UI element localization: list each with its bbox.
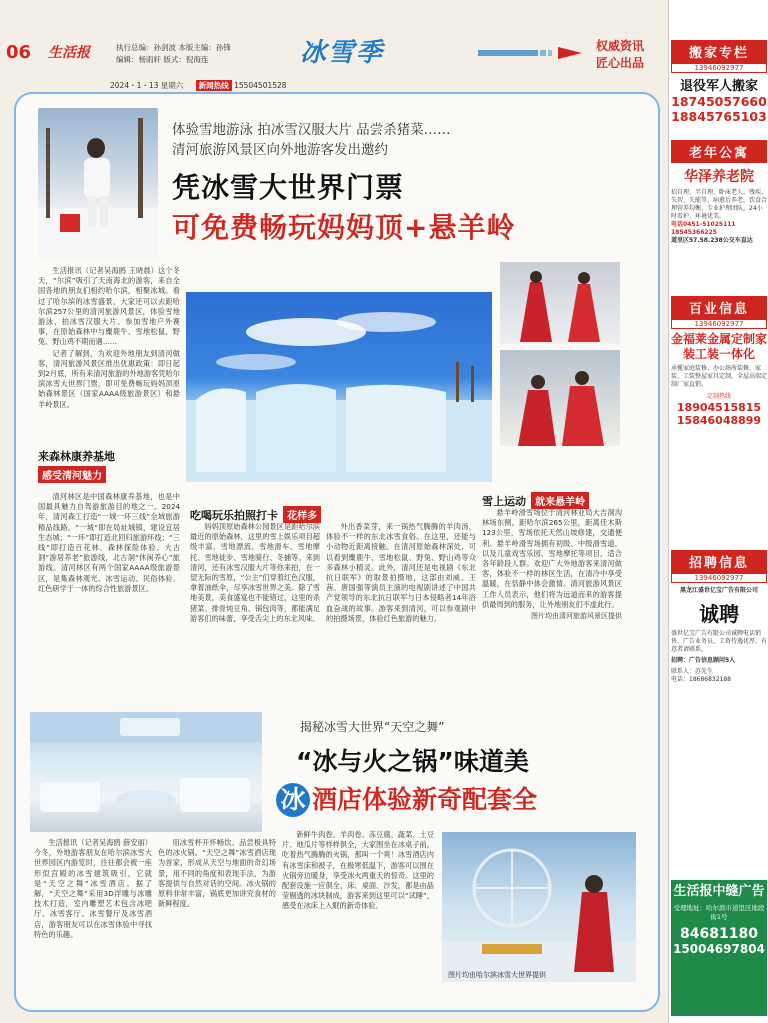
section1-body — [38, 492, 180, 595]
editors-credit — [116, 42, 231, 66]
ice-hotel-illustration — [30, 712, 262, 832]
paper-name: 生活报 — [48, 45, 90, 61]
slogan-line-2: 匠心出品 — [596, 56, 645, 70]
ad-recruit-desc: 盛世亿宝广告有限公司诚聘电话销售、广告业务员，工资待遇优厚，有意者请联系。 — [671, 630, 768, 653]
ad-general — [671, 296, 767, 427]
ad-moving-phone: 13946092977 — [671, 63, 767, 73]
ad-elderly-address: 道里区57.58.238公交车直达 — [671, 237, 753, 244]
section2-title — [190, 504, 370, 523]
ad-moving-title: 退役军人搬家 — [679, 79, 758, 94]
ad-general-hotline-label: 定制热线 — [706, 393, 731, 400]
article2-paragraph-2: 用冰雪杯开怀畅饮、品尝极具特色的冰火锅。“天空之舞”冰雪酒店现为首家，形成从天空与地面的奇幻场景，用不同的角度和表现手法，为游客提供与自然对话的空间。冰火锅的原料非常丰富，锅底更加讲究食材的新鲜程度。 — [158, 838, 276, 909]
hotline-label: 新闻热线 — [196, 80, 232, 91]
article2-paragraph-3: 新鲜牛肉卷、羊肉卷、冻豆腐、蔬菜、土豆片、地瓜片等样样俱全，大家围坐在冰桌子前，吃着热气腾腾的火锅，那叫一个爽！冰雪酒店内有冰雪床和被子，在极寒低温下，游客可以围在火锅旁边暖身，享受冰火两重天的惊奇。这里的配套设施一应俱全，床、桌面、沙发，都是由晶莹剔透的冰块制成，游客来到这里可以“试睡”，感受在冰床上入眠的新奇体验。 — [282, 830, 434, 911]
ad-general-desc: 承揽家庭装修、办公场所装修、家装、工装整屋家具定制，全屋高端定制厂家直销。 — [671, 365, 768, 388]
article2-headline-1: “冰与火之锅”味道美 — [296, 747, 529, 776]
section3-body — [482, 508, 622, 621]
article1-headline-2: 可免费畅玩妈妈顶+悬羊岭 — [172, 211, 516, 244]
ad-recruit-company: 黑龙江盛世亿宝广告有限公司 — [679, 587, 758, 594]
section3-paragraph: 悬羊岭滑雪场位于清河林业局大吉洞沟林场东侧，距哈尔滨265公里，距离佳木斯123公里，雪场依托天然山坡修建，交通便利。悬羊岭滑雪场拥有初级、中级滑雪道，以及儿童戏雪乐园、雪地摩托等项目，适合各年龄段人群。欢迎广大外地游客来清河做客，体验不一样的林区生活，在清冷中享受温暖，在恬静中体会激情。清河旅游风景区工作人员表示，他们将为远道而来的游客提供最周到的服务，让外地朋友们不虚此行。 — [482, 508, 622, 609]
ad-moving — [671, 40, 767, 124]
slogan-line-1: 权威资讯 — [596, 39, 645, 53]
article1-deck — [172, 120, 451, 160]
article2-deck: 揭秘冰雪大世界“天空之舞” — [300, 720, 445, 734]
ad-self-title: 生活报中缝广告 — [673, 884, 765, 899]
column-title: 冰雪季 — [300, 38, 385, 68]
ad-general-title: 金福莱金属定制家装工装一体化 — [671, 332, 768, 361]
section2-title-black: 吃喝玩乐拍照打卡 — [190, 509, 278, 522]
section3-title-red: 就来悬羊岭 — [531, 492, 589, 509]
article1-headline-1: 凭冰雪大世界门票 — [172, 171, 405, 204]
ad-moving-tag: 搬家专栏 — [671, 40, 767, 63]
ad-elderly-name: 华泽养老院 — [684, 169, 754, 185]
section2-body-a — [190, 522, 320, 625]
ad-recruit-contact-name: 联系人：苏先生 — [671, 668, 714, 675]
article2-col1 — [34, 838, 152, 941]
arrow-decoration-icon — [478, 45, 588, 61]
article2-headline-2 — [276, 780, 537, 817]
article1-photo-credit: 图片均由清河旅游风景区提供 — [531, 612, 622, 621]
editors-line-1: 执行总编：孙剑波 本版主编：孙锋 — [116, 43, 231, 52]
photo-snow-swimmer — [38, 108, 158, 260]
article2-col3 — [282, 830, 434, 913]
ad-self-desc: 受理地址：哈尔滨市道里区地段街1号 — [673, 904, 765, 921]
article2-photo-credit: 图片均由哈尔滨冰雪大世界提供 — [448, 971, 546, 979]
ad-general-tag: 百业信息 — [671, 296, 767, 319]
issue-date: 2024・1・13 星期六 — [110, 81, 184, 90]
ad-elderly-tag: 老年公寓 — [671, 140, 767, 163]
ad-elderly-contact: 电话0451-51025111 18545366225 — [671, 221, 736, 236]
section2-paragraph-a: 妈妈顶原始森林公园景区是距哈尔滨最近的原始森林，这里的雪上娱乐项目超级丰富，雪地漂流、雪地滑车、雪地摩托、雪地徒步、雪地骑行、冬捕等。来到清河，还有冰雪汉服大片等你来拍，在一望无际的雪原，“公主”们穿着红色汉服，拿着油纸伞，尽享冰雪世界之美。除了雪地美景，美食盛宴也不能错过，这里的杀猪菜、排骨炖豆角、锅包肉等，都能满足游客们的味蕾，享受舌尖上的东北风味。 — [190, 522, 320, 623]
hotline-number: 15504501528 — [234, 81, 287, 90]
section1-title-red: 感受清河魅力 — [38, 466, 106, 483]
slogan — [596, 38, 644, 72]
ad-self-phone-2: 15004697804 — [673, 942, 765, 956]
ad-elderly — [671, 140, 767, 245]
section2-title-red: 花样多 — [283, 506, 321, 523]
ad-general-phone: 13946092977 — [671, 319, 767, 329]
article2-col2 — [158, 838, 276, 910]
page-header — [0, 0, 668, 78]
section3-title — [482, 490, 632, 509]
ice-character-badge: 冰 — [276, 783, 310, 817]
ad-recruit — [671, 550, 767, 684]
ad-column — [668, 0, 768, 1023]
ferris-wheel-illustration — [442, 832, 636, 982]
headline-2-text: 酒店体验新奇配套全 — [312, 785, 538, 814]
ad-general-phone-1: 18904515815 — [676, 401, 762, 414]
ad-self-promo — [671, 880, 767, 1016]
section2-body-b — [326, 522, 476, 625]
editors-line-2: 编辑：杨雨轩 版式：倪海连 — [116, 55, 209, 64]
ad-general-phone-2: 15846048899 — [676, 414, 762, 427]
section1-title-black: 来森林康养基地 — [38, 450, 115, 463]
section3-title-black: 雪上运动 — [482, 495, 526, 508]
article2-paragraph-1: 生活报讯（记者吴海鸥 薛安丽）今冬，外地游客朋友在哈尔滨冰雪大世界园区内游览时，往往都会被一座形似宫殿的冰雪建筑吸引，它就是“天空之舞”冰雪酒店。据了解，“天空之舞”采用3D浮雕与冰雕技术打造，室内雕塑艺术包含冰吧厅、冰雪客厅、冰雪餐厅及冰雪酒店，游客朋友可以在冰雪体验中寻找特色的乐趣。 — [34, 838, 152, 939]
ad-moving-phone-1: 18745057660 — [671, 94, 767, 109]
deck-line-1: 体验雪地游泳 拍冰雪汉服大片 品尝杀猪菜…… — [172, 122, 451, 138]
section2-paragraph-b: 外出香菜芽，来一锅热气腾腾的羊肉汤，体验不一样的东北冰雪食俗。在这里，还能与小动物近距离接触。在清河原始森林深处，可以看到麋鹿牛、雪地松鼠、野兔、野山鸡等众多森林小精灵。此外，清河还是电视剧《东北抗日联军》的取景拍摄地，这部由刘威、王茜、唐国强等演员主演的电视剧讲述了中国共产党领导的东北抗日联军与日本侵略者14年浴血奋战的故事。游客来到清河，可以参观剧中的拍摄场景，体验红色旅游的魅力。 — [326, 522, 476, 623]
article1-lead — [38, 266, 180, 411]
section1-paragraph: 清河林区是中国森林康养基地，也是中国最具魅力自驾游旅游目的地之一。2024年，清河森工打造“一城一环三线”全域旅游精品线路。“一城”即在局址城镇，建设宜居生态城；“一环”即打造北回归旅游环线；“三线”即打造百花林、森林探险体验、大古洞“游居养老”旅游线，北古洞“休闲养心”旅游线。清河林区有两个国家AAAA级旅游景区，是集森林观光、冰雪运动、民俗体验、红色研学于一体的综合性旅游景区。 — [38, 492, 180, 593]
ad-recruit-contact-phone: 电话：18686832188 — [671, 676, 731, 683]
photo-ice-hotel — [30, 712, 262, 832]
hanfu-illustration-2 — [500, 350, 620, 446]
photo-hanfu-1 — [500, 262, 620, 344]
photo-hanfu-2 — [500, 350, 620, 446]
hanfu-illustration-1 — [500, 262, 620, 344]
lead-paragraph: 生活报讯（记者吴海鸥 王晓晨）这个冬天，“尔滨”吸引了天南海北的游客，来自全国各地的朋友们相约哈尔滨，相聚冰城。看过了哈尔滨的冰雪盛景，大家还可以去距哈尔滨257公里的清河旅游风景区，体验雪地游泳、拍冰雪汉服大片、参加雪地户外赛事，在原始森林中与麋鹿牛、雪地松鼠、野兔、野山鸡不期而遇…… — [38, 266, 180, 347]
page-number: 06 — [6, 42, 32, 63]
ad-moving-phone-2: 18845765103 — [671, 109, 767, 124]
frozen-waterfall-illustration — [186, 292, 492, 482]
deck-line-2: 清河旅游风景区向外地游客发出邀约 — [172, 142, 388, 158]
snow-swimmer-illustration — [38, 108, 158, 260]
policy-paragraph: 记者了解到，为欢迎外地朋友到清河做客，清河旅游风景区推出优惠政策：即日起到2月底，所有来清河旅游的外地游客凭哈尔滨冰雪大世界门票，即可免费畅玩妈妈顶原始森林景区（国家AAAA级旅游景区）和悬羊岭景区。 — [38, 348, 180, 409]
photo-ferris-wheel — [442, 832, 636, 982]
section1-title — [38, 448, 188, 483]
ad-self-phone-1: 84681180 — [680, 926, 758, 942]
ad-elderly-desc: 招自理、半自理、卧床老人、残疾、失智、失能等、病愈后养老，饮食合理营养均衡，专业护理团队，24小时看护，环境优美。 — [671, 189, 768, 220]
ad-recruit-title: 诚聘 — [699, 602, 739, 626]
ad-recruit-positions: 招聘：广告信息顾问5人 — [671, 657, 736, 664]
ad-recruit-tag: 招聘信息 — [671, 550, 767, 573]
ad-recruit-phone: 13946092977 — [671, 573, 767, 583]
photo-frozen-waterfall — [186, 292, 492, 482]
